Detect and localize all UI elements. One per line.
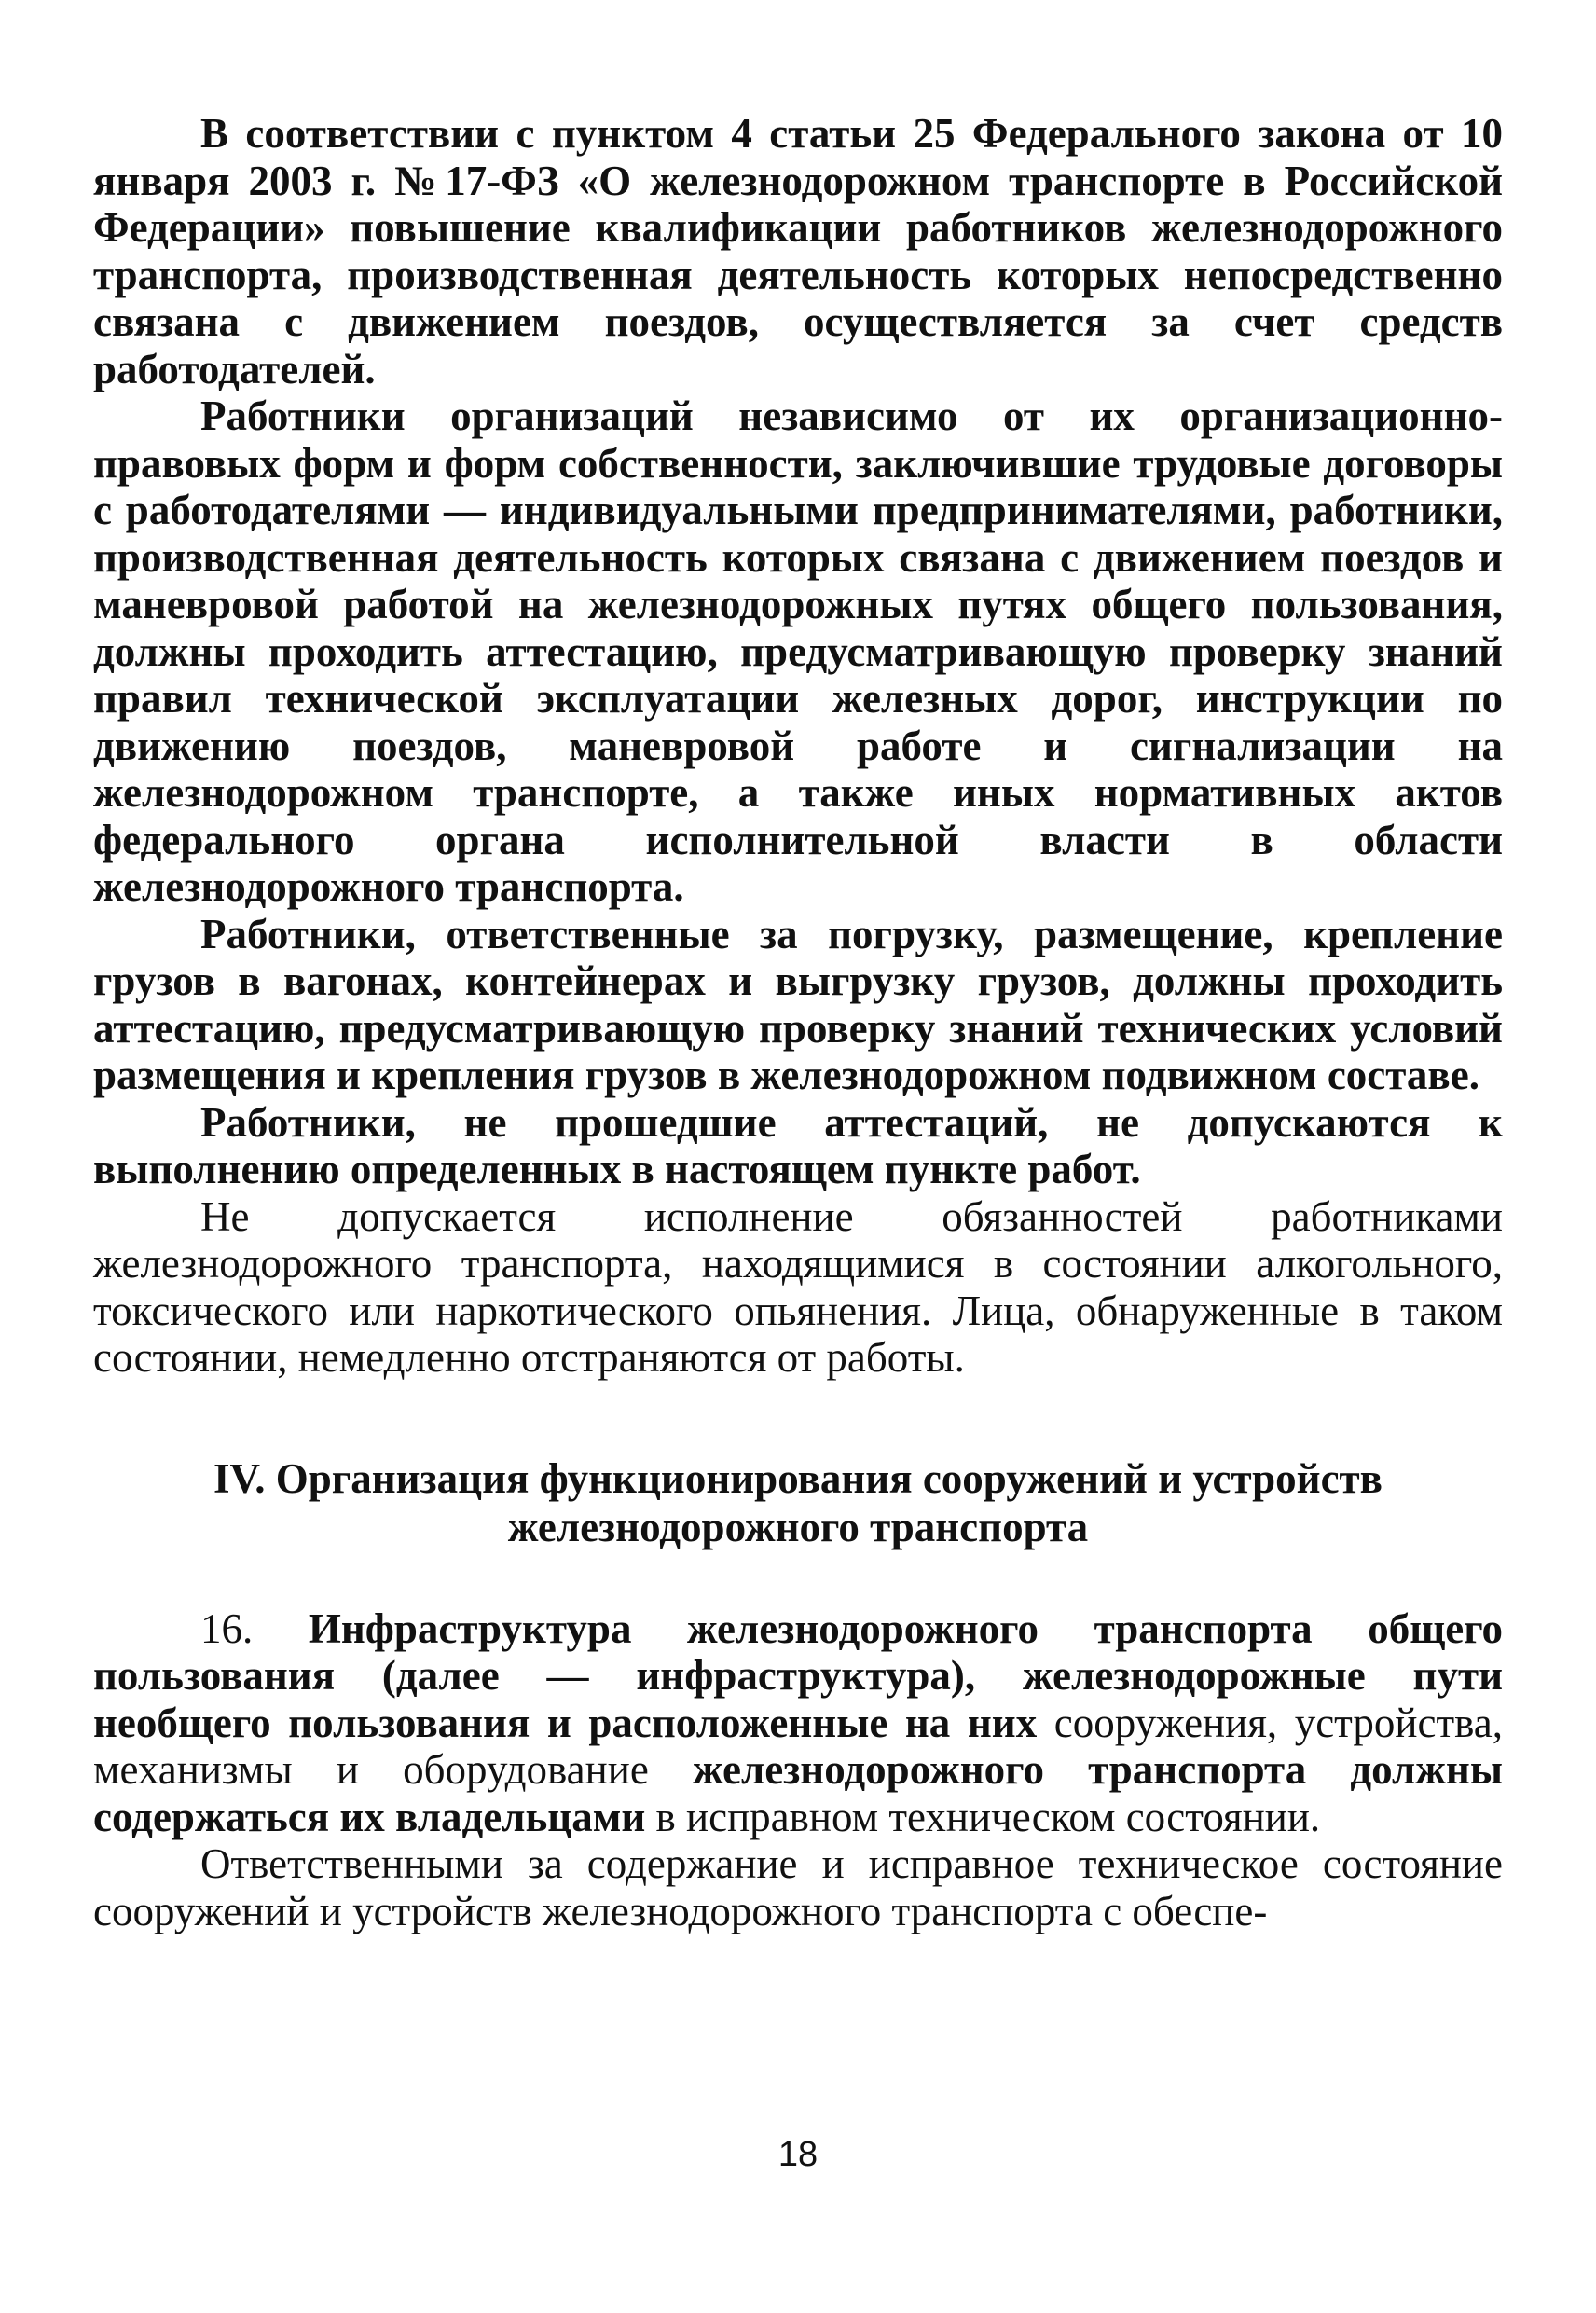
- paragraph-16-bold-part2: железнодорожного транспорта должны содержаться их владельцами: [93, 1746, 1503, 1840]
- paragraph-cargo-workers: Работники, ответственные за погрузку, размещение, крепление грузов в вагонах, контейнерах и выгрузку грузов, должны проходить аттестацию, предусматривающую проверку знаний технических условий размещения и крепления грузов в железнодорожном подвижном составе.: [93, 910, 1503, 1098]
- paragraph-16-bold-part1: Инфраструктура железнодорожного транспорта общего пользования (далее — инфраструктура), железнодорожные пути необщего пользования и расположенные на них: [93, 1604, 1504, 1746]
- paragraph-not-admitted: Работники, не прошедшие аттестаций, не допускаются к выполнению определенных в настоящем пункте работ.: [93, 1098, 1503, 1192]
- section-heading-line2: железнодорожного транспорта: [507, 1503, 1089, 1550]
- document-page: [93, 110, 1503, 1934]
- paragraph-responsible: Ответственными за содержание и исправное техническое состояние сооружений и устройств железнодорожного транспорта с обеспе-: [93, 1840, 1503, 1934]
- paragraph-16-normal-part1: сооружения, устройства, механизмы и оборудование: [93, 1699, 1503, 1793]
- paragraph-16-infrastructure: [93, 1605, 1503, 1841]
- paragraph-intoxication: Не допускается исполнение обязанностей работниками железнодорожного транспорта, находящимися в состоянии алкогольного, токсического или наркотического опьянения. Лица, обнаруженные в таком состоянии, немедленно отстраняются от работы.: [93, 1192, 1503, 1381]
- paragraph-16-normal-part2: в исправном техническом состоянии.: [645, 1793, 1321, 1840]
- paragraph-training-funding: В соответствии с пунктом 4 статьи 25 Федерального закона от 10 января 2003 г. №17-ФЗ «О железнодорожном транспорте в Российской Федерации» повышение квалификации работников железнодорожного транспорта, производственная деятельность которых непосредственно связана с движением поездов, осуществляется за счет средств работодателей.: [93, 110, 1503, 392]
- section-heading: [131, 1454, 1465, 1551]
- paragraph-16-number: 16.: [200, 1604, 309, 1652]
- paragraph-attestation-workers: Работники организаций независимо от их организационно-правовых форм и форм собственности, заключившие трудовые договоры с работодателями — индивидуальными предпринимателями, работники, производственная деятельность которых связана с движением поездов и маневровой работой на железнодорожных путях общего пользования, должны проходить аттестацию, предусматривающую проверку знаний правил технической эксплуатации железных дорог, инструкции по движению поездов, маневровой работе и сигнализации на железнодорожном транспорте, а также иных нормативных актов федерального органа исполнительной власти в области железнодорожного транспорта.: [93, 392, 1503, 910]
- section-heading-line1: IV. Организация функционирования сооружений и устройств: [213, 1454, 1383, 1502]
- page-number: 18: [777, 2135, 819, 2174]
